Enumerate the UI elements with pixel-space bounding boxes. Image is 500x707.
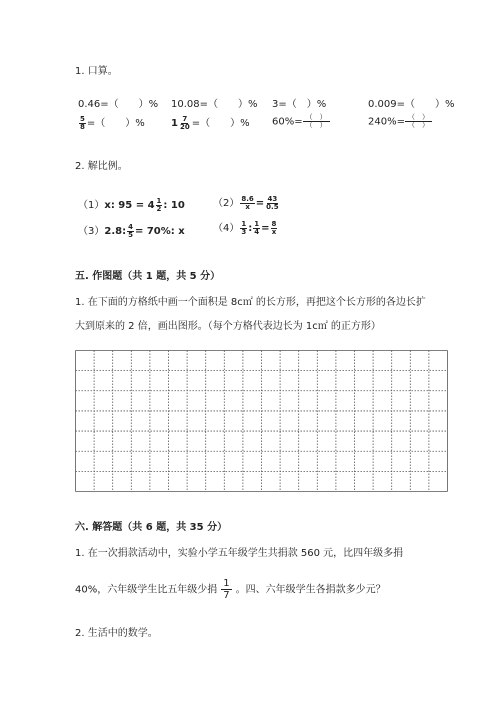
- calc-suffix: =（ ）%: [86, 118, 145, 129]
- fraction-numerator: 7: [182, 114, 188, 123]
- section-five-heading: 五. 作图题（共 1 题，共 5 分）: [75, 271, 221, 282]
- fraction: [240, 196, 254, 211]
- expression: 2.8:: [104, 226, 127, 237]
- fraction-numerator: 8.6: [241, 194, 254, 203]
- answer-fraction: [303, 114, 330, 129]
- life-math-question: 2. 生活中的数学。: [75, 628, 158, 639]
- mixed-whole: 1: [171, 118, 178, 129]
- fraction-denominator: 0.5: [266, 202, 279, 211]
- calc-item: 3=（ ）%: [272, 99, 327, 110]
- grid-svg: [75, 350, 448, 492]
- fraction-denominator: 5: [128, 230, 133, 239]
- calc-item: 0.46=（ ）%: [78, 99, 159, 110]
- fraction-denominator: 3: [241, 227, 247, 236]
- fraction-denominator: 20: [179, 122, 190, 131]
- calc-item: [368, 114, 432, 129]
- fraction: [79, 116, 86, 131]
- equals-sign: =: [255, 198, 265, 209]
- expression: : 10: [163, 200, 185, 211]
- expression: x: 95 = 4: [104, 200, 155, 211]
- problem-label: （1）: [78, 200, 105, 211]
- graph-paper-grid[interactable]: [75, 350, 448, 492]
- fraction-numerator: 1: [254, 219, 260, 228]
- drawing-question-line-2: 大到原来的 2 倍，画出图形。（每个方格代表边长为 1c㎡ 的正方形）: [75, 321, 381, 332]
- calc-prefix: 240%=: [368, 116, 405, 128]
- fraction-denominator: 8: [80, 122, 85, 131]
- fraction-denominator: x: [271, 227, 277, 236]
- word-problem-text: 40%，六年级学生比五年级少捐: [75, 584, 218, 596]
- fraction: [265, 196, 279, 211]
- fraction-numerator: 1: [223, 578, 230, 589]
- answer-fraction: [405, 114, 432, 129]
- problem-label: （4）: [213, 223, 240, 234]
- answer-numerator: （ ）: [303, 114, 330, 122]
- answer-numerator: （ ）: [405, 114, 432, 122]
- word-problem-text: 。四、六年级学生各捐款多少元？: [235, 584, 386, 596]
- word-problem-line-2: [75, 578, 386, 601]
- drawing-question-line-1: 1. 在下面的方格纸中画一个面积是 8c㎡ 的长方形，再把这个长方形的各边长扩: [75, 297, 426, 308]
- fraction-denominator: x: [245, 202, 250, 211]
- ratio-title: 2. 解比例。: [75, 161, 128, 172]
- ratio-problem-2: [213, 194, 281, 211]
- fraction: [271, 221, 278, 236]
- expression: = 70%: x: [134, 226, 185, 237]
- calc-suffix: =（ ）%: [191, 118, 250, 129]
- fraction: [221, 578, 231, 601]
- fraction-denominator: 2: [156, 204, 162, 213]
- fraction-numerator: 8: [271, 219, 277, 228]
- problem-label: （2）: [213, 198, 240, 209]
- section-six-heading: 六. 解答题（共 6 题，共 35 分）: [75, 522, 228, 533]
- fraction-numerator: 5: [80, 114, 85, 123]
- problem-label: （3）: [78, 226, 105, 237]
- ratio-problem-3: [78, 222, 185, 239]
- calc-item: [272, 114, 330, 129]
- fraction-denominator: 4: [254, 227, 260, 236]
- fraction-denominator: 7: [223, 590, 230, 601]
- fraction: [156, 198, 163, 213]
- equals-sign: =: [261, 223, 270, 234]
- fraction-numerator: 4: [128, 222, 133, 231]
- calc-item: [171, 114, 250, 131]
- answer-denominator: （ ）: [305, 121, 327, 129]
- fraction: [179, 116, 191, 131]
- fraction-numerator: 1: [156, 196, 162, 205]
- calc-prefix: 60%=: [272, 116, 303, 128]
- calc-item: [78, 114, 145, 131]
- fraction-numerator: 43: [267, 194, 278, 203]
- word-problem-line-1: 1. 在一次捐款活动中，实验小学五年级学生共捐款 560 元，比四年级多捐: [75, 548, 404, 559]
- calc-item: 0.009=（ ）%: [368, 99, 455, 110]
- calc-item: 10.08=（ ）%: [171, 99, 258, 110]
- calc-title: 1. 口算。: [75, 66, 118, 77]
- ratio-problem-4: [213, 219, 278, 236]
- colon: :: [248, 223, 253, 234]
- answer-denominator: （ ）: [407, 121, 429, 129]
- fraction: [127, 224, 134, 239]
- ratio-problem-1: [78, 196, 185, 213]
- fraction: [253, 221, 260, 236]
- fraction-numerator: 1: [241, 219, 247, 228]
- fraction: [240, 221, 247, 236]
